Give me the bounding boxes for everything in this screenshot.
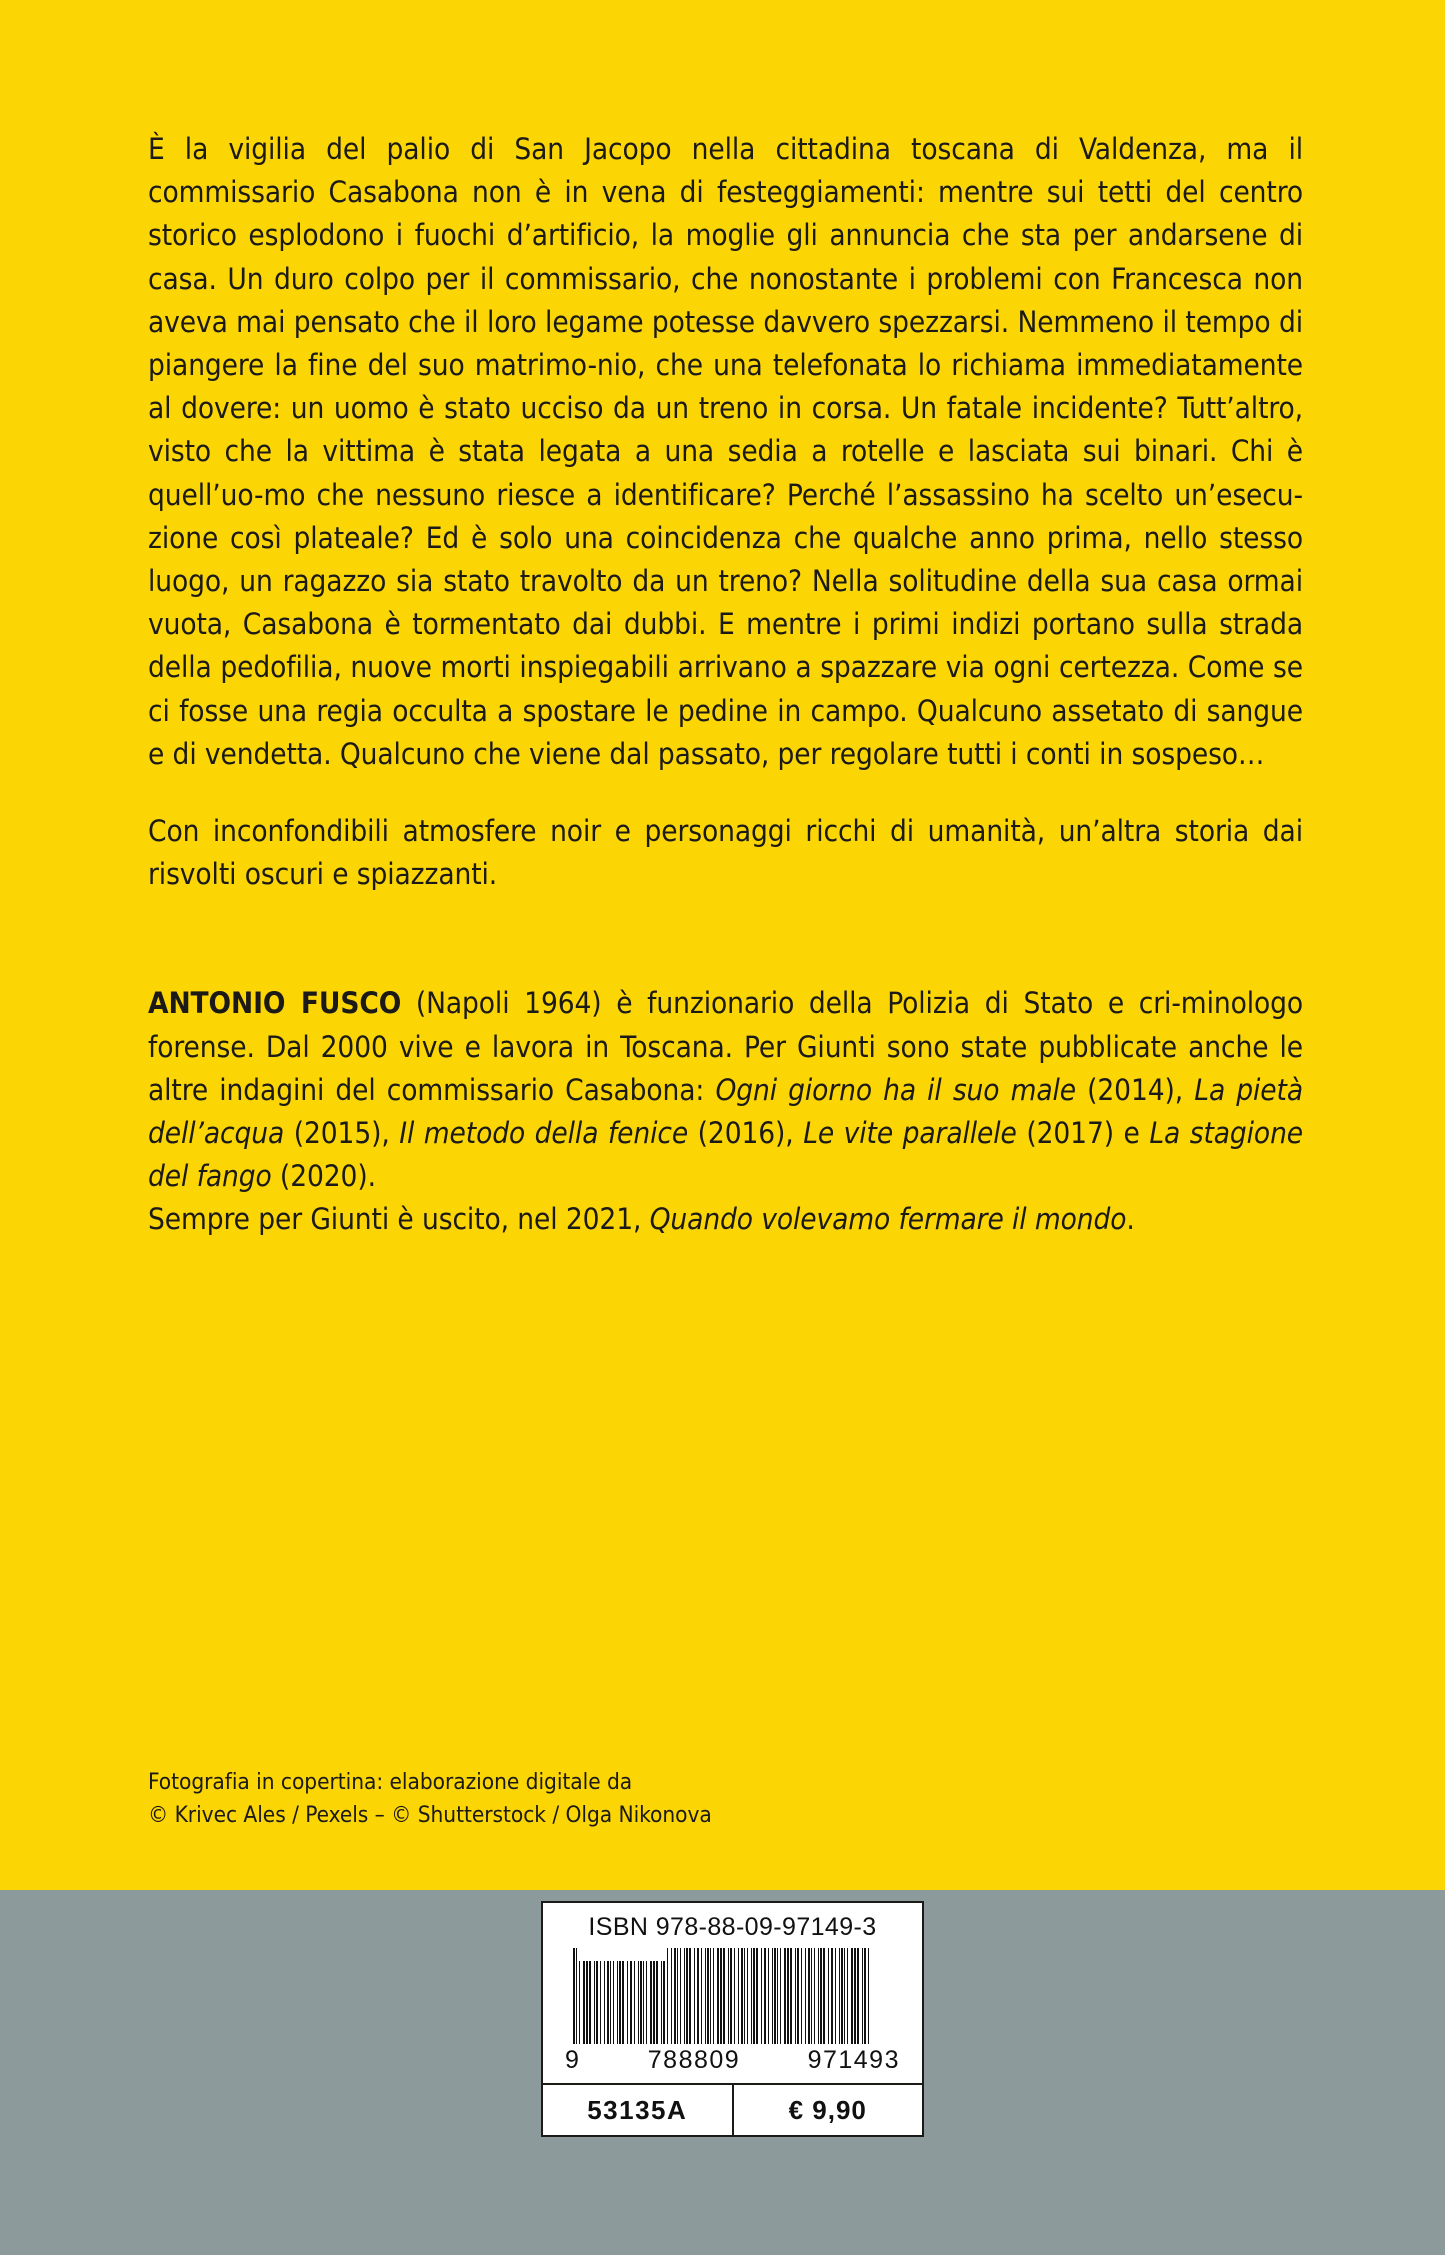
blurb-paragraph-1: È la vigilia del palio di San Jacopo nella cittadina toscana di Valdenza, ma il commissario Casabona non è in vena di festeggiamenti: mentre sui tetti del centro storico esplodono i fuochi d’artificio, la moglie gli annuncia che sta per andarsene di casa. Un duro colpo per il commissario, che nonostante i problemi con Francesca non aveva mai pensato che il loro legame potesse davvero spezzarsi. Nemmeno il tempo di piangere la fine del suo matrimo-nio, che una telefonata lo richiama immediatamente al dovere: un uomo è stato ucciso da un treno in corsa. Un fatale incidente? Tutt’altro, visto che la vittima è stata legata a una sedia a rotelle e lasciata sui binari. Chi è quell’uo-mo che nessuno riesce a identificare? Perché l’assassino ha scelto un’esecu-zione così plateale? Ed è solo una coincidenza che qualche anno prima, nello stesso luogo, un ragazzo sia stato travolto da un treno? Nella solitudine della sua casa ormai vuota, Casabona è tormentato dai dubbi. E mentre i primi indizi portano sulla strada della pedofilia, nuove morti inspiegabili arrivano a spazzare via ogni certezza. Come se ci fosse una regia occulta a spostare le pedine in campo. Qualcuno assetato di sangue e di vendetta. Qualcuno che viene dal passato, per regolare tutti i conti in sospeso… [148, 132, 1303, 771]
book-year-1: (2014), [1076, 1072, 1195, 1107]
bio-last-line-suffix: . [1126, 1202, 1135, 1237]
book-year-4: (2017) e [1016, 1116, 1150, 1151]
bio-last-line [148, 1198, 1303, 1241]
book-year-2: (2015), [284, 1116, 400, 1151]
book-title-1: Ogni giorno ha il suo male [715, 1072, 1076, 1107]
bio-last-line-prefix: Sempre per Giunti è uscito, nel 2021, [148, 1202, 650, 1237]
bio-segment-1: (Napoli 1964) è funzionario della Polizia di Stato e cri-minologo forense. Dal 2000 vive e lavora in Toscana. Per Giunti sono state pubblicate anche le altre indagini del commissario Casabona: [148, 986, 1303, 1107]
blurb-paragraph-2: Con inconfondibili atmosfere noir e personaggi ricchi di umanità, un’altra storia dai risvolti oscuri e spiazzanti. [148, 814, 1303, 892]
book-title-4: Le vite parallele [803, 1116, 1017, 1151]
isbn-label: ISBN 978-88-09-97149-3 [588, 1913, 877, 1941]
book-title-6: Quando volevamo fermare il mondo [649, 1202, 1127, 1237]
barcode-digits [565, 2046, 900, 2075]
photo-credits [148, 1766, 1148, 1832]
barcode-block [541, 1901, 924, 2137]
product-code: 53135A [543, 2085, 734, 2135]
barcode-price-row [543, 2083, 922, 2135]
cover-text-content [148, 128, 1303, 1242]
book-title-2: La pietà dell’acqua [148, 1072, 1303, 1151]
book-title-5: La stagione del fango [148, 1116, 1304, 1194]
price-label: € 9,90 [788, 2094, 867, 2125]
photo-credit-line-2: © Krivec Ales / Pexels – © Shutterstock / Olga Nikonova [148, 1802, 712, 1828]
book-title-3: Il metodo della fenice [399, 1116, 689, 1151]
barcode-digit-group-3: 971493 [807, 2046, 900, 2074]
photo-credit-line-1: Fotografia in copertina: elaborazione digitale da [148, 1769, 633, 1795]
barcode-digit-group-2: 788809 [647, 2046, 741, 2074]
author-bio [148, 982, 1303, 1241]
barcode-bars [573, 1948, 892, 2044]
book-year-5: (2020). [271, 1159, 376, 1194]
book-year-3: (2016), [688, 1116, 804, 1151]
barcode-digit-group-1: 9 [565, 2046, 581, 2074]
author-name: ANTONIO FUSCO [148, 986, 402, 1021]
